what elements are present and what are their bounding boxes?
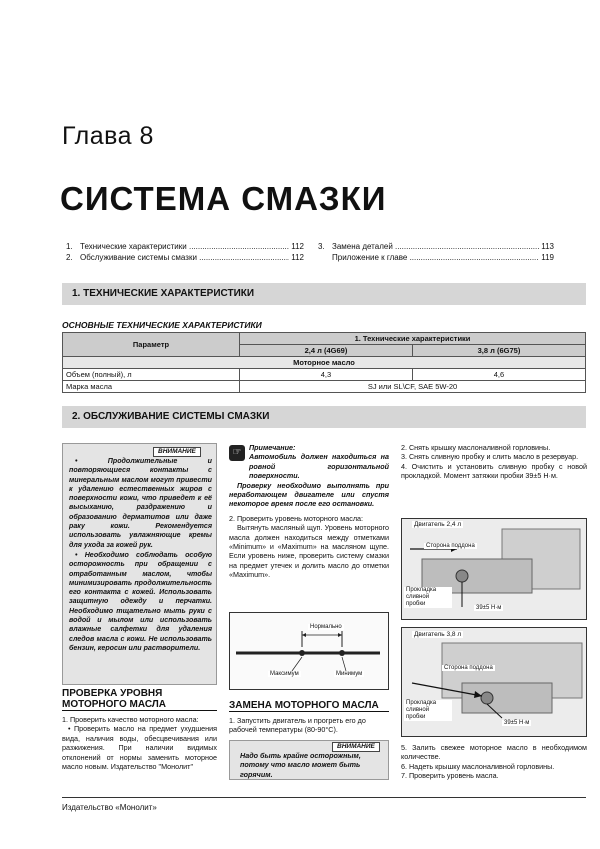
volume-label: Объем (полный), л [63, 369, 240, 381]
footer-divider [62, 797, 586, 798]
fig2-side-label: Сторона поддона [444, 665, 493, 671]
toc-item[interactable]: 2. Обслуживание системы смазки ..... 112 [66, 253, 304, 264]
right-step: 6. Надеть крышку маслоналивной горловины. [401, 761, 555, 771]
drain-plug-figure-2 [401, 627, 587, 737]
footer-publisher: Издательство «Монолит» [62, 803, 157, 812]
warning-paragraph: • Необходимо соблюдать особую осторожность при обращении с отработанным маслом, чтобы минимизировать продолжительность его контакта с кожей. Использовать защитную одежду и перчатки. Необходимо тщательно мыть руки с водой и мылом или использовать влажные салфетки для удаления следов масла с кожи. Не использовать бензин, керосин или растворители. [69, 550, 212, 652]
fig1-engine-label: Двигатель 2,4 л [414, 521, 462, 528]
fig1-side-label: Сторона поддона [426, 543, 475, 549]
toc-left [66, 242, 304, 263]
oil-row: Моторное масло [63, 357, 586, 369]
mid-step: 2. Проверить уровень моторного масла: [229, 513, 364, 523]
grade-label: Марка масла [63, 381, 240, 393]
note-block [229, 443, 389, 509]
check-body [62, 715, 217, 771]
check-section [62, 688, 217, 771]
warning-badge: ВНИМАНИЕ [153, 447, 201, 457]
fig1-gasket-label: Прокладка сливной пробки [404, 587, 452, 608]
dipstick-normal-label: Нормально [310, 624, 342, 630]
toc-item[interactable]: 3. Замена деталей ..... 113 [318, 242, 554, 253]
check-step: • Проверить масло на предмет ухудшения вида, наличия воды, обесцвечивания или разжижения. При наличии видимых отклонений от нормы заменить моторное масло новым. Издательство "Монолит" [62, 724, 217, 772]
section2-heading: 2. ОБСЛУЖИВАНИЕ СИСТЕМЫ СМАЗКИ [62, 406, 586, 428]
engine1-header: 2,4 л (4G69) [240, 345, 413, 357]
middle-column [229, 443, 389, 580]
toc-item[interactable]: 1. Технические характеристики ..... 112 [66, 242, 304, 253]
right-step: 4. Очистить и установить сливную пробку с новой прокладкой. Момент затяжки пробки 39±5 Н·м. [401, 461, 587, 481]
warning-text [69, 457, 212, 654]
check-step: 1. Проверить качество моторного масла: [62, 715, 199, 724]
volume-v2: 4,6 [412, 369, 585, 381]
replace-step: 1. Запустить двигатель и прогреть его до рабочей температуры (80-90°С). [229, 716, 366, 735]
grade-value: SJ или SL\CF, SAE 5W-20 [240, 381, 586, 393]
fig2-engine-label: Двигатель 3,8 л [414, 631, 462, 638]
mid-step: Вытянуть масляный щуп. Уровень моторного масла должен находиться между отметками «Minimum» и «Maximum» на масляном щупе. Если уровень ниже, проверить систему смазки на предмет утечек и долить масло до отметки «Maximum». [229, 523, 389, 580]
mid-body [229, 514, 389, 580]
section1-heading: 1. ТЕХНИЧЕСКИЕ ХАРАКТЕРИСТИКИ [62, 283, 586, 305]
right-steps [401, 443, 587, 481]
chapter-title: СИСТЕМА СМАЗКИ [60, 180, 387, 217]
check-heading-2: МОТОРНОГО МАСЛА [62, 699, 217, 711]
fig1-torque-label: 39±5 Н·м [476, 605, 502, 611]
note-hand-icon: ☞ [229, 445, 245, 461]
note-text: Автомобиль должен находиться на ровной горизонтальной поверхности. [249, 452, 389, 481]
fig2-torque-label: 39±5 Н·м [504, 720, 530, 726]
right-steps-2 [401, 743, 587, 781]
engine2-header: 3,8 л (6G75) [412, 345, 585, 357]
warning2-box [229, 740, 389, 780]
group-header: 1. Технические характеристики [240, 333, 586, 345]
fig2-gasket-label: Прокладка сливной пробки [404, 700, 452, 721]
toc-right [318, 242, 554, 263]
right-step: 3. Снять сливную пробку и слить масло в резервуар. [401, 452, 579, 462]
warning2-badge: ВНИМАНИЕ [332, 742, 380, 752]
right-step: 7. Проверить уровень масла. [401, 771, 499, 781]
drain-plug-figure-1 [401, 518, 587, 620]
param-header: Параметр [63, 333, 240, 357]
dipstick-figure [229, 612, 389, 690]
replace-heading: ЗАМЕНА МОТОРНОГО МАСЛА [229, 700, 389, 712]
dipstick-min-label: Минимум [336, 671, 363, 677]
chapter-label: Глава 8 [62, 122, 154, 150]
spec-subheading: ОСНОВНЫЕ ТЕХНИЧЕСКИЕ ХАРАКТЕРИСТИКИ [62, 320, 262, 330]
dipstick-max-label: Максимум [270, 671, 299, 677]
warning-box [62, 443, 217, 685]
spec-table [62, 332, 586, 393]
right-step: 5. Залить свежее моторное масло в необходимом количестве. [401, 743, 587, 762]
replace-section [229, 700, 389, 735]
toc-item[interactable]: Приложение к главе ..... 119 [318, 253, 554, 264]
volume-v1: 4,3 [240, 369, 413, 381]
warning-paragraph: • Продолжительные и повторяющиеся контакты с минеральным маслом могут привести к удалению естественных жиров с поверхности кожи, что приведет к её высыханию, раздражению и образованию дерматитов или даже раку кожи. Рекомендуется использовать увлажняющие кремы для ухода за кожей рук. [69, 457, 212, 549]
check-heading: ПРОВЕРКА УРОВНЯ [62, 688, 163, 699]
right-step: 2. Снять крышку маслоналивной горловины. [401, 443, 551, 452]
note-title: Примечание: [249, 443, 296, 452]
warning2-text: Надо быть крайне осторожным, потому что масло может быть горячим. [240, 751, 361, 779]
note-text: Проверку необходимо выполнять при неработающем двигателе или спустя некоторое время после его остановки. [229, 480, 389, 509]
